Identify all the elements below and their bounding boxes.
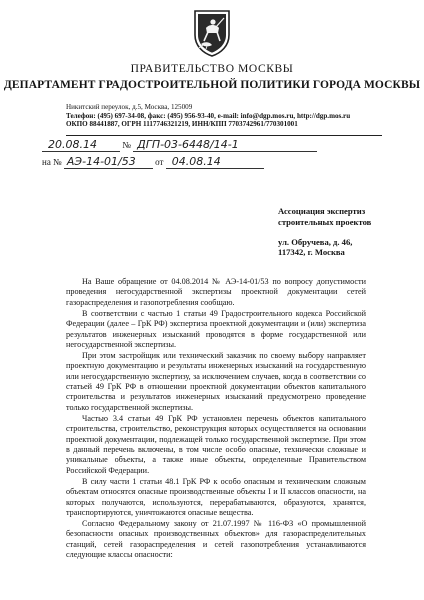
outgoing-number: ДГП-03-6448/14-1 <box>133 139 317 152</box>
incoming-from-label: от <box>155 157 164 167</box>
phone-line: Телефон: (495) 697-34-08, факс: (495) 956-93-40, e-mail: info@dgp.mos.ru, http://dgp.mos.ru <box>66 111 351 120</box>
incoming-date: 04.08.14 <box>166 156 264 169</box>
moscow-coat-of-arms-icon <box>192 8 232 58</box>
body-paragraph-3: При этом застройщик или технический заказчик по своему выбору направляет проектную документацию и результаты инженерных изысканий на государственную или негосударственную экспертизу, за исключением случаев, когда в соответствии со статьей 49 ГрК РФ в отношении проектной документации объектов капитального строительства и результатов инженерных изысканий предусмотрено проведение только государственной экспертизы. <box>66 350 366 412</box>
letter-body <box>66 277 366 561</box>
address-line: Никитский переулок, д.5, Москва, 125009 <box>66 103 193 111</box>
header-divider <box>66 135 382 136</box>
body-paragraph-4: Частью 3.4 статьи 49 ГрК РФ установлен перечень объектов капитального строительства, строительство, реконструкция которых осуществляется на основании проектной документации, подлежащей только государственной экспертизе. При этом в данный перечень включены, в том числе особо опасные, технически сложные и уникальные объекты, а также иные объекты, определенные Правительством Российской Федерации. <box>66 413 366 475</box>
addressee-line-2: строительных проектов <box>278 216 372 227</box>
body-paragraph-5: В силу части 1 статьи 48.1 ГрК РФ к особо опасным и техническим сложным объектам относятся опасные производственные объекты I и II классов опасности, на которых получаются, используются, перерабатываются, образуются, хранятся, транспортируются, уничтожаются опасные вещества. <box>66 476 366 517</box>
department-title: ДЕПАРТАМЕНТ ГРАДОСТРОИТЕЛЬНОЙ ПОЛИТИКИ ГОРОДА МОСКВЫ <box>3 79 421 91</box>
government-title: ПРАВИТЕЛЬСТВО МОСКВЫ <box>130 63 294 75</box>
body-paragraph-2: В соответствии с частью 1 статьи 49 Градостроительного кодекса Российской Федерации (далее – ГрК РФ) экспертиза проектной документации и (или) экспертиза результатов инженерных изысканий проводятся в форме государственной или негосударственной экспертизы. <box>66 308 366 349</box>
body-paragraph-1: На Ваше обращение от 04.08.2014 № АЭ-14-01/53 по вопросу допустимости проведения негосударственной экспертизы проектной документации сетей газораспределения и газопотребления сообщаю. <box>66 277 366 307</box>
addressee-line-1: Ассоциация экспертиз <box>278 206 366 216</box>
addressee-line-3: ул. Обручева, д. 46, <box>278 236 353 247</box>
outgoing-number-label: № <box>122 140 131 150</box>
outgoing-date: 20.08.14 <box>42 139 120 152</box>
incoming-prefix: на № <box>42 157 62 167</box>
addressee-block <box>278 206 371 258</box>
outgoing-reference <box>42 139 317 152</box>
incoming-number: АЭ-14-01/53 <box>64 156 153 169</box>
body-paragraph-6: Согласно Федеральному закону от 21.07.1997 № 116-ФЗ «О промышленной безопасности опасных производственных объектов» для газораспределительных станций, сетей газораспределения и сетей газопотребления устанавливаются следующие классы опасности: <box>66 518 366 560</box>
incoming-reference <box>42 156 264 169</box>
contact-block <box>66 103 350 129</box>
registration-codes: ОКПО 88441887, ОГРН 1117746321219, ИНН/КПП 7703742961/770301001 <box>66 120 298 129</box>
addressee-line-4: 117342, г. Москва <box>278 247 345 258</box>
